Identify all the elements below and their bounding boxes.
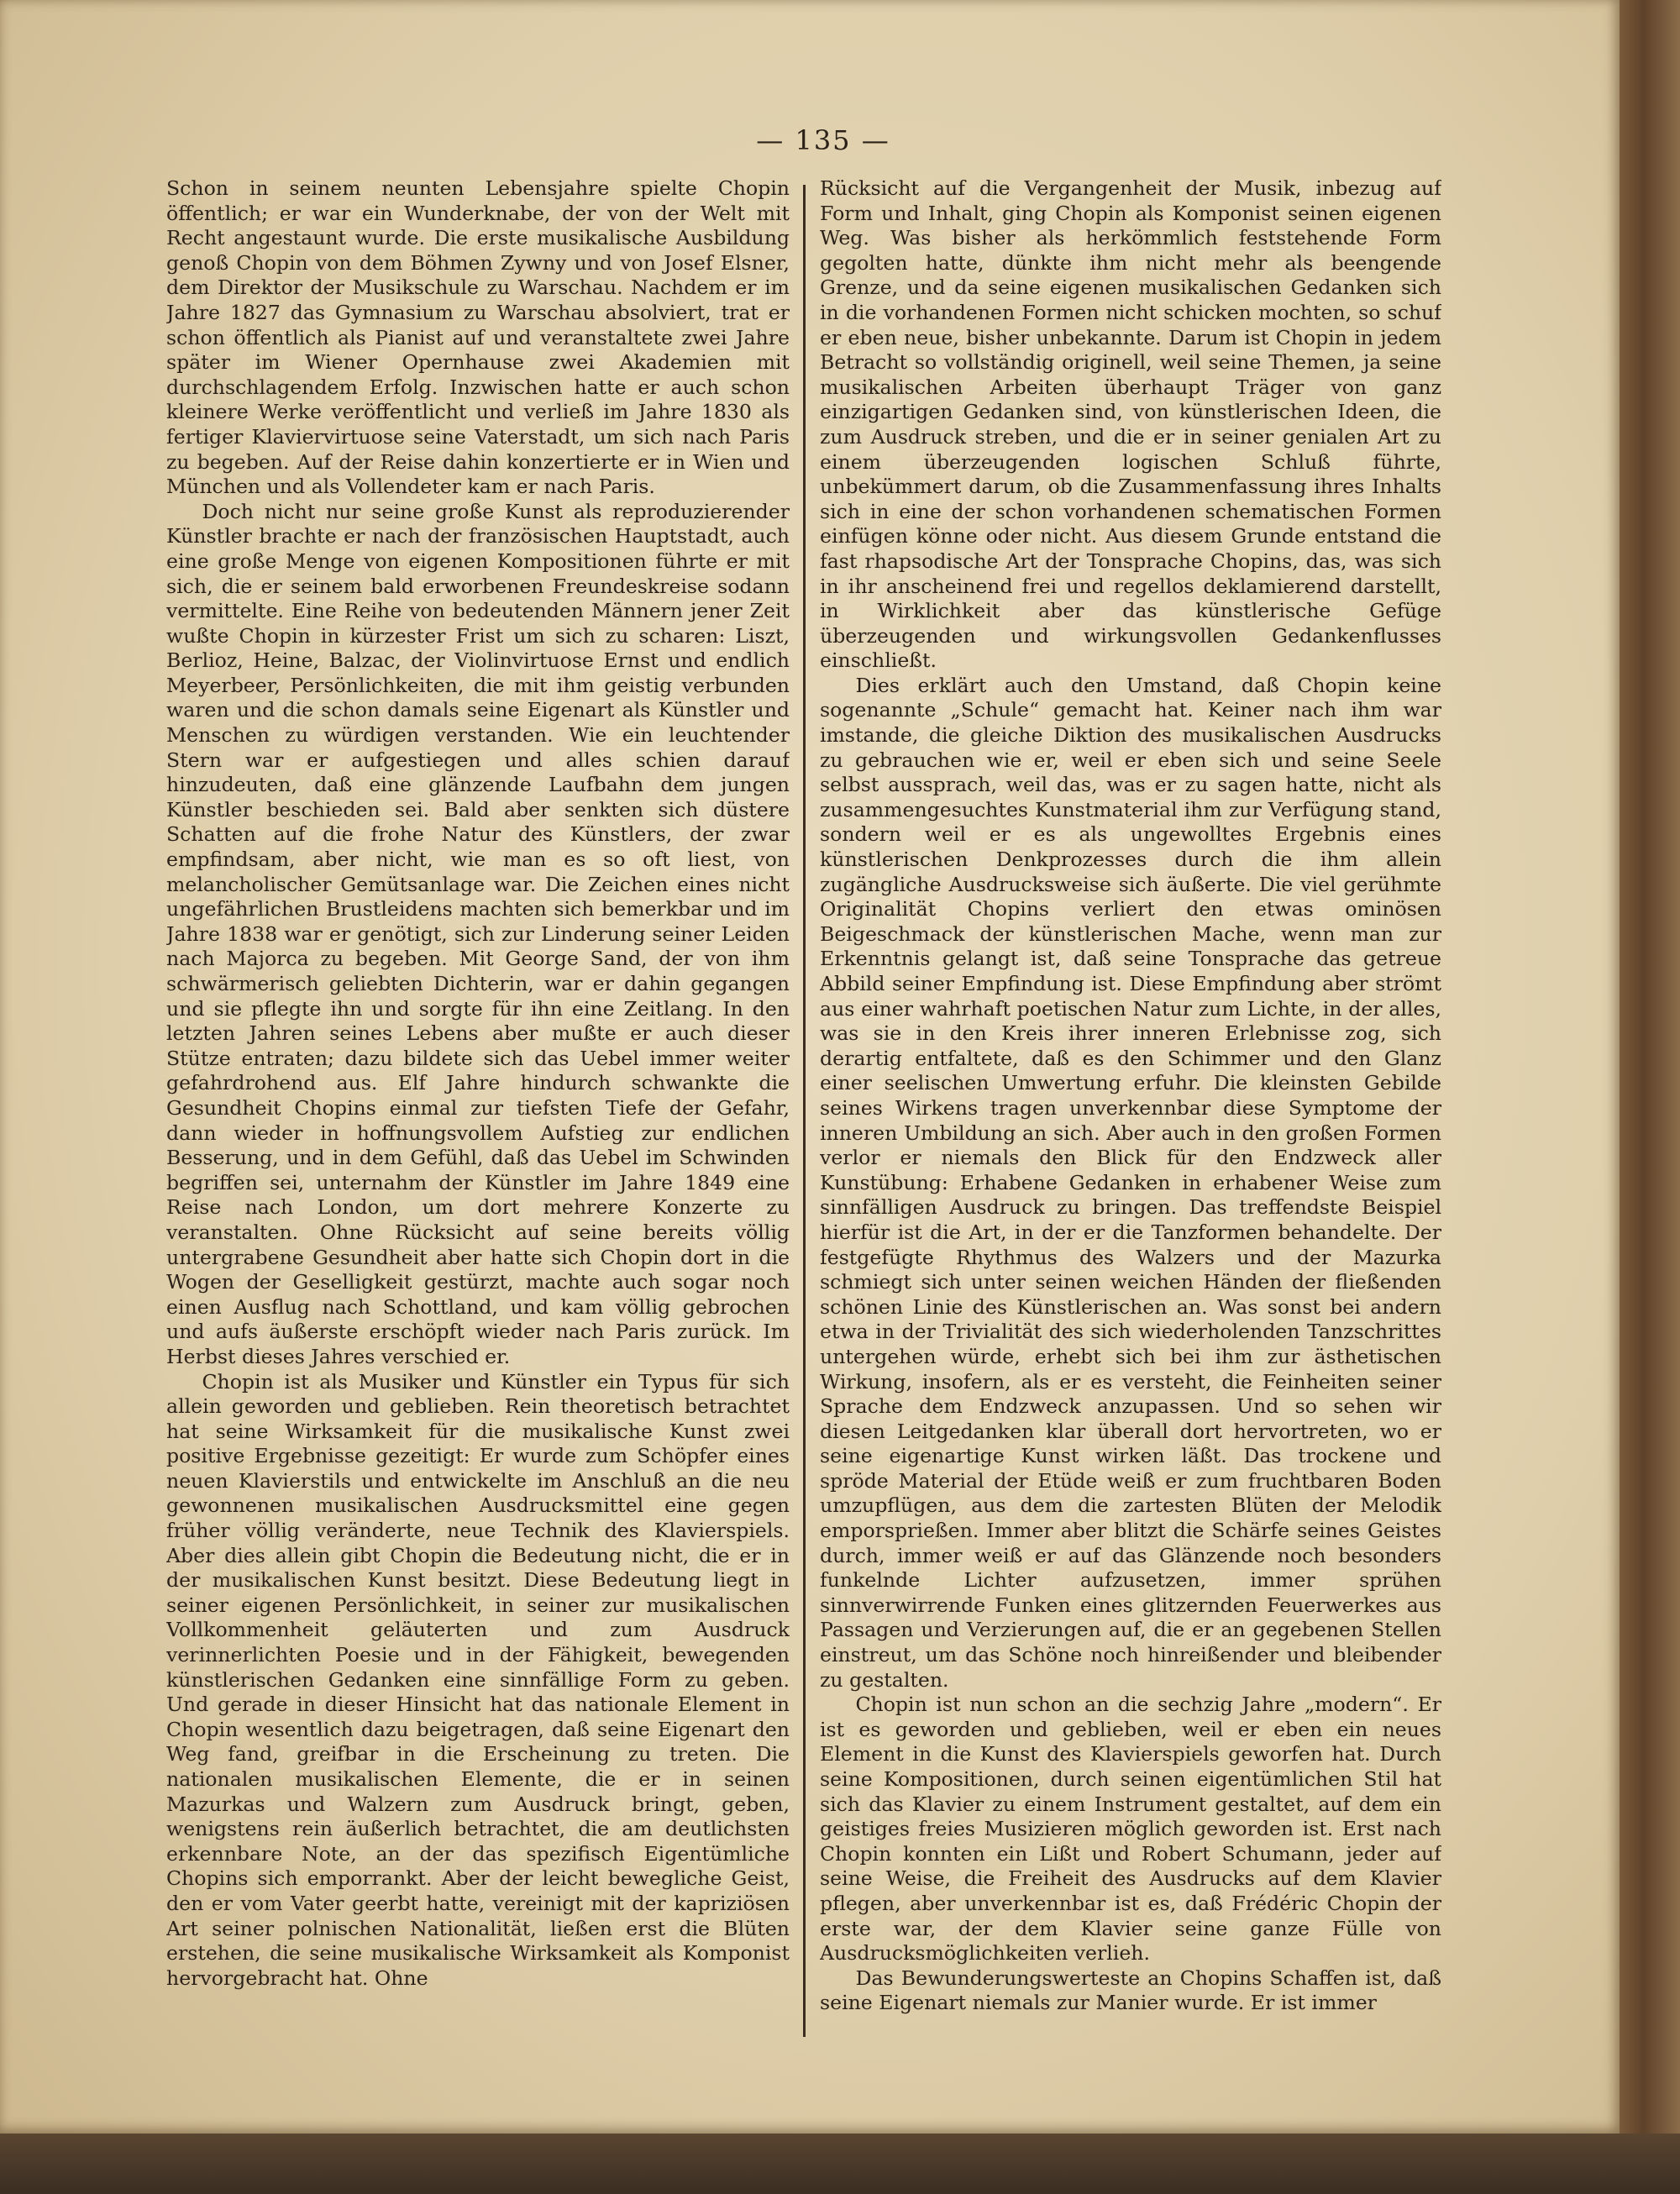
page-number: — 135 — [756,124,890,156]
paragraph: Schon in seinem neunten Lebensjahre spielte Chopin öffentlich; er war ein Wunderknabe, der von der Welt mit Recht angestaunt wurde. Die erste musikalische Ausbildung genoß Chopin von dem Böhmen Zywny und von Josef Elsner, dem Direktor der Musikschule zu Warschau. Nachdem er im Jahre 1827 das Gymnasium zu Warschau absolviert, trat er schon öffentlich als Pianist auf und veranstaltete zwei Jahre später im Wiener Opernhause zwei Akademien mit durchschlagendem Erfolg. Inzwischen hatte er auch schon kleinere Werke veröffentlicht und verließ im Jahre 1830 als fertiger Klaviervirtuose seine Vaterstadt, um sich nach Paris zu begeben. Auf der Reise dahin konzertierte er in Wien und München und als Vollendeter kam er nach Paris. [166,176,790,499]
paragraph: Chopin ist nun schon an die sechzig Jahre „modern“. Er ist es geworden und geblieben, weil er eben ein neues Element in die Kunst des Klavierspiels geworfen hat. Durch seine Kompositionen, durch seinen eigentümlichen Stil hat sich das Klavier zu einem Instrument gestaltet, auf dem ein geistiges freies Musizieren möglich geworden ist. Erst nach Chopin konnten ein Lißt und Robert Schumann, jeder auf seine Weise, die Freiheit des Ausdrucks auf dem Klavier pflegen, aber unverkennbar ist es, daß Frédéric Chopin der erste war, der dem Klavier seine ganze Fülle von Ausdrucksmöglichkeiten verlieh. [820,1693,1441,1966]
book-bottom-edge [0,2134,1680,2194]
book-binding-edge [1620,0,1680,2134]
column-divider [803,185,806,2037]
left-text-column [166,176,790,2041]
paragraph: Doch nicht nur seine große Kunst als reproduzierender Künstler brachte er nach der französischen Hauptstadt, auch eine große Menge von eigenen Kompositionen führte er mit sich, die er seinem bald erworbenen Freundeskreise sodann vermittelte. Eine Reihe von bedeutenden Männern jener Zeit wußte Chopin in kürzester Frist um sich zu scharen: Liszt, Berlioz, Heine, Balzac, der Violinvirtuose Ernst und endlich Meyerbeer, Persönlichkeiten, die mit ihm geistig verbunden waren und die schon damals seine Eigenart als Künstler und Menschen zu würdigen verstanden. Wie ein leuchtender Stern war er aufgestiegen und alles schien darauf hinzudeuten, daß eine glänzende Laufbahn dem jungen Künstler beschieden sei. Bald aber senkten sich düstere Schatten auf die frohe Natur des Künstlers, der zwar empfindsam, aber nicht, wie man es so oft liest, von melancholischer Gemütsanlage war. Die Zeichen eines nicht ungefährlichen Brustleidens machten sich bemerkbar und im Jahre 1838 war er genötigt, sich zur Linderung seiner Leiden nach Majorca zu begeben. Mit George Sand, der von ihm schwärmerisch geliebten Dichterin, war er dahin gegangen und sie pflegte ihn und sorgte für ihn eine Zeitlang. In den letzten Jahren seines Lebens aber mußte er auch dieser Stütze entraten; dazu bildete sich das Uebel immer weiter gefahrdrohend aus. Elf Jahre hindurch schwankte die Gesundheit Chopins einmal zur tiefsten Tiefe der Gefahr, dann wieder in hoffnungsvollem Aufstieg zur endlichen Besserung, und in dem Gefühl, daß das Uebel im Schwinden begriffen sei, unternahm der Künstler im Jahre 1849 eine Reise nach London, um dort mehrere Konzerte zu veranstalten. Ohne Rücksicht auf seine bereits völlig untergrabene Gesundheit aber hatte sich Chopin dort in die Wogen der Geselligkeit gestürzt, machte auch sogar noch einen Ausflug nach Schottland, und kam völlig gebrochen und aufs äußerste erschöpft wieder nach Paris zurück. Im Herbst dieses Jahres verschied er. [166,499,790,1368]
paragraph: Rücksicht auf die Vergangenheit der Musik, inbezug auf Form und Inhalt, ging Chopin als Komponist seinen eigenen Weg. Was bisher als herkömmlich feststehende Form gegolten hatte, dünkte ihm nicht mehr als beengende Grenze, und da seine eigenen musikalischen Gedanken sich in die vorhandenen Formen nicht schicken mochten, so schuf er eben neue, bisher unbekannte. Darum ist Chopin in jedem Betracht so vollständig originell, weil seine Themen, ja seine musikalischen Arbeiten überhaupt Träger von ganz einzigartigen Gedanken sind, von künstlerischen Ideen, die zum Ausdruck streben, und die er in seiner genialen Art zu einem überzeugenden logischen Schluß führte, unbekümmert darum, ob die Zusammenfassung ihres Inhalts sich in eine der schon vorhandenen schematischen Formen einfügen könne oder nicht. Aus diesem Grunde entstand die fast rhapsodische Art der Tonsprache Chopins, das, was sich in ihr anscheinend frei und regellos deklamierend darstellt, in Wirklichkeit aber das künstlerische Gefüge überzeugenden und wirkungsvollen Gedankenflusses einschließt. [820,176,1441,673]
paragraph: Chopin ist als Musiker und Künstler ein Typus für sich allein geworden und geblieben. Rein theoretisch betrachtet hat seine Wirksamkeit für die musikalische Kunst zwei positive Ergebnisse gezeitigt: Er wurde zum Schöpfer eines neuen Klavierstils und entwickelte im Anschluß an die neu gewonnenen musikalischen Ausdrucksmittel eine gegen früher völlig veränderte, neue Technik des Klavierspiels. Aber dies allein gibt Chopin die Bedeutung nicht, die er in der musikalischen Kunst besitzt. Diese Bedeutung liegt in seiner eigenen Persönlichkeit, in seiner zur musikalischen Vollkommenheit geläuterten und zum Ausdruck verinnerlichten Poesie und in der Fähigkeit, bewegenden künstlerischen Gedanken eine sinnfällige Form zu geben. Und gerade in dieser Hinsicht hat das nationale Element in Chopin wesentlich dazu beigetragen, daß seine Eigenart den Weg fand, greifbar in die Erscheinung zu treten. Die nationalen musikalischen Elemente, die er in seinen Mazurkas und Walzern zum Ausdruck bringt, geben, wenigstens rein äußerlich betrachtet, die am deutlichsten erkennbare Note, an der das spezifisch Eigentümliche Chopins sich emporrankt. Aber der leicht bewegliche Geist, den er vom Vater geerbt hatte, vereinigt mit der kapriziösen Art seiner polnischen Nationalität, ließen erst die Blüten erstehen, die seine musikalische Wirksamkeit als Komponist hervorgebracht hat. Ohne [166,1369,790,1990]
right-text-column [820,176,1441,2041]
paragraph: Dies erklärt auch den Umstand, daß Chopin keine sogenannte „Schule“ gemacht hat. Keiner nach ihm war imstande, die gleiche Diktion des musikalischen Ausdrucks zu gebrauchen wie er, weil er eben sich und seine Seele selbst aussprach, weil das, was er zu sagen hatte, nicht als zusammengesuchtes Kunstmaterial ihm zur Verfügung stand, sondern weil er es als ungewolltes Ergebnis eines künstlerischen Denkprozesses durch die ihm allein zugängliche Ausdrucksweise sich äußerte. Die viel gerühmte Originalität Chopins verliert den etwas ominösen Beigeschmack der künstlerischen Mache, wenn man zur Erkenntnis gelangt ist, daß seine Tonsprache das getreue Abbild seiner Empfindung ist. Diese Empfindung aber strömt aus einer wahrhaft poetischen Natur zum Lichte, in der alles, was sie in den Kreis ihrer inneren Erlebnisse zog, sich derartig entfaltete, daß es den Schimmer und den Glanz einer seelischen Umwertung erfuhr. Die kleinsten Gebilde seines Wirkens tragen unverkennbar diese Symptome der inneren Umbildung an sich. Aber auch in den großen Formen verlor er niemals den Blick für den Endzweck aller Kunstübung: Erhabene Gedanken in erhabener Weise zum sinnfälligen Ausdruck zu bringen. Das treffendste Beispiel hierfür ist die Art, in der er die Tanzformen behandelte. Der festgefügte Rhythmus des Walzers und der Mazurka schmiegt sich unter seinen weichen Händen der fließenden schönen Linie des Künstlerischen an. Was sonst bei andern etwa in der Trivialität des sich wiederholenden Tanzschrittes untergehen würde, erhebt sich bei ihm zur ästhetischen Wirkung, insofern, als er es versteht, die Feinheiten seiner Sprache dem Endzweck anzupassen. Und so sehen wir diesen Leitgedanken klar überall dort hervortreten, wo er seine eigenartige Kunst wirken läßt. Das trockene und spröde Material der Etüde weiß er zum fruchtbaren Boden umzupflügen, aus dem die zartesten Blüten der Melodik emporsprießen. Immer aber blitzt die Schärfe seines Geistes durch, immer weiß er auf das Glänzende noch besonders funkelnde Lichter aufzusetzen, immer sprühen sinnverwirrende Funken eines glitzernden Feuerwerkes aus Passagen und Verzierungen auf, die er an gegebenen Stellen einstreut, um das Schöne noch hinreißender und bleibender zu gestalten. [820,673,1441,1692]
paragraph: Das Bewunderungswerteste an Chopins Schaffen ist, daß seine Eigenart niemals zur Manier wurde. Er ist immer [820,1966,1441,2015]
